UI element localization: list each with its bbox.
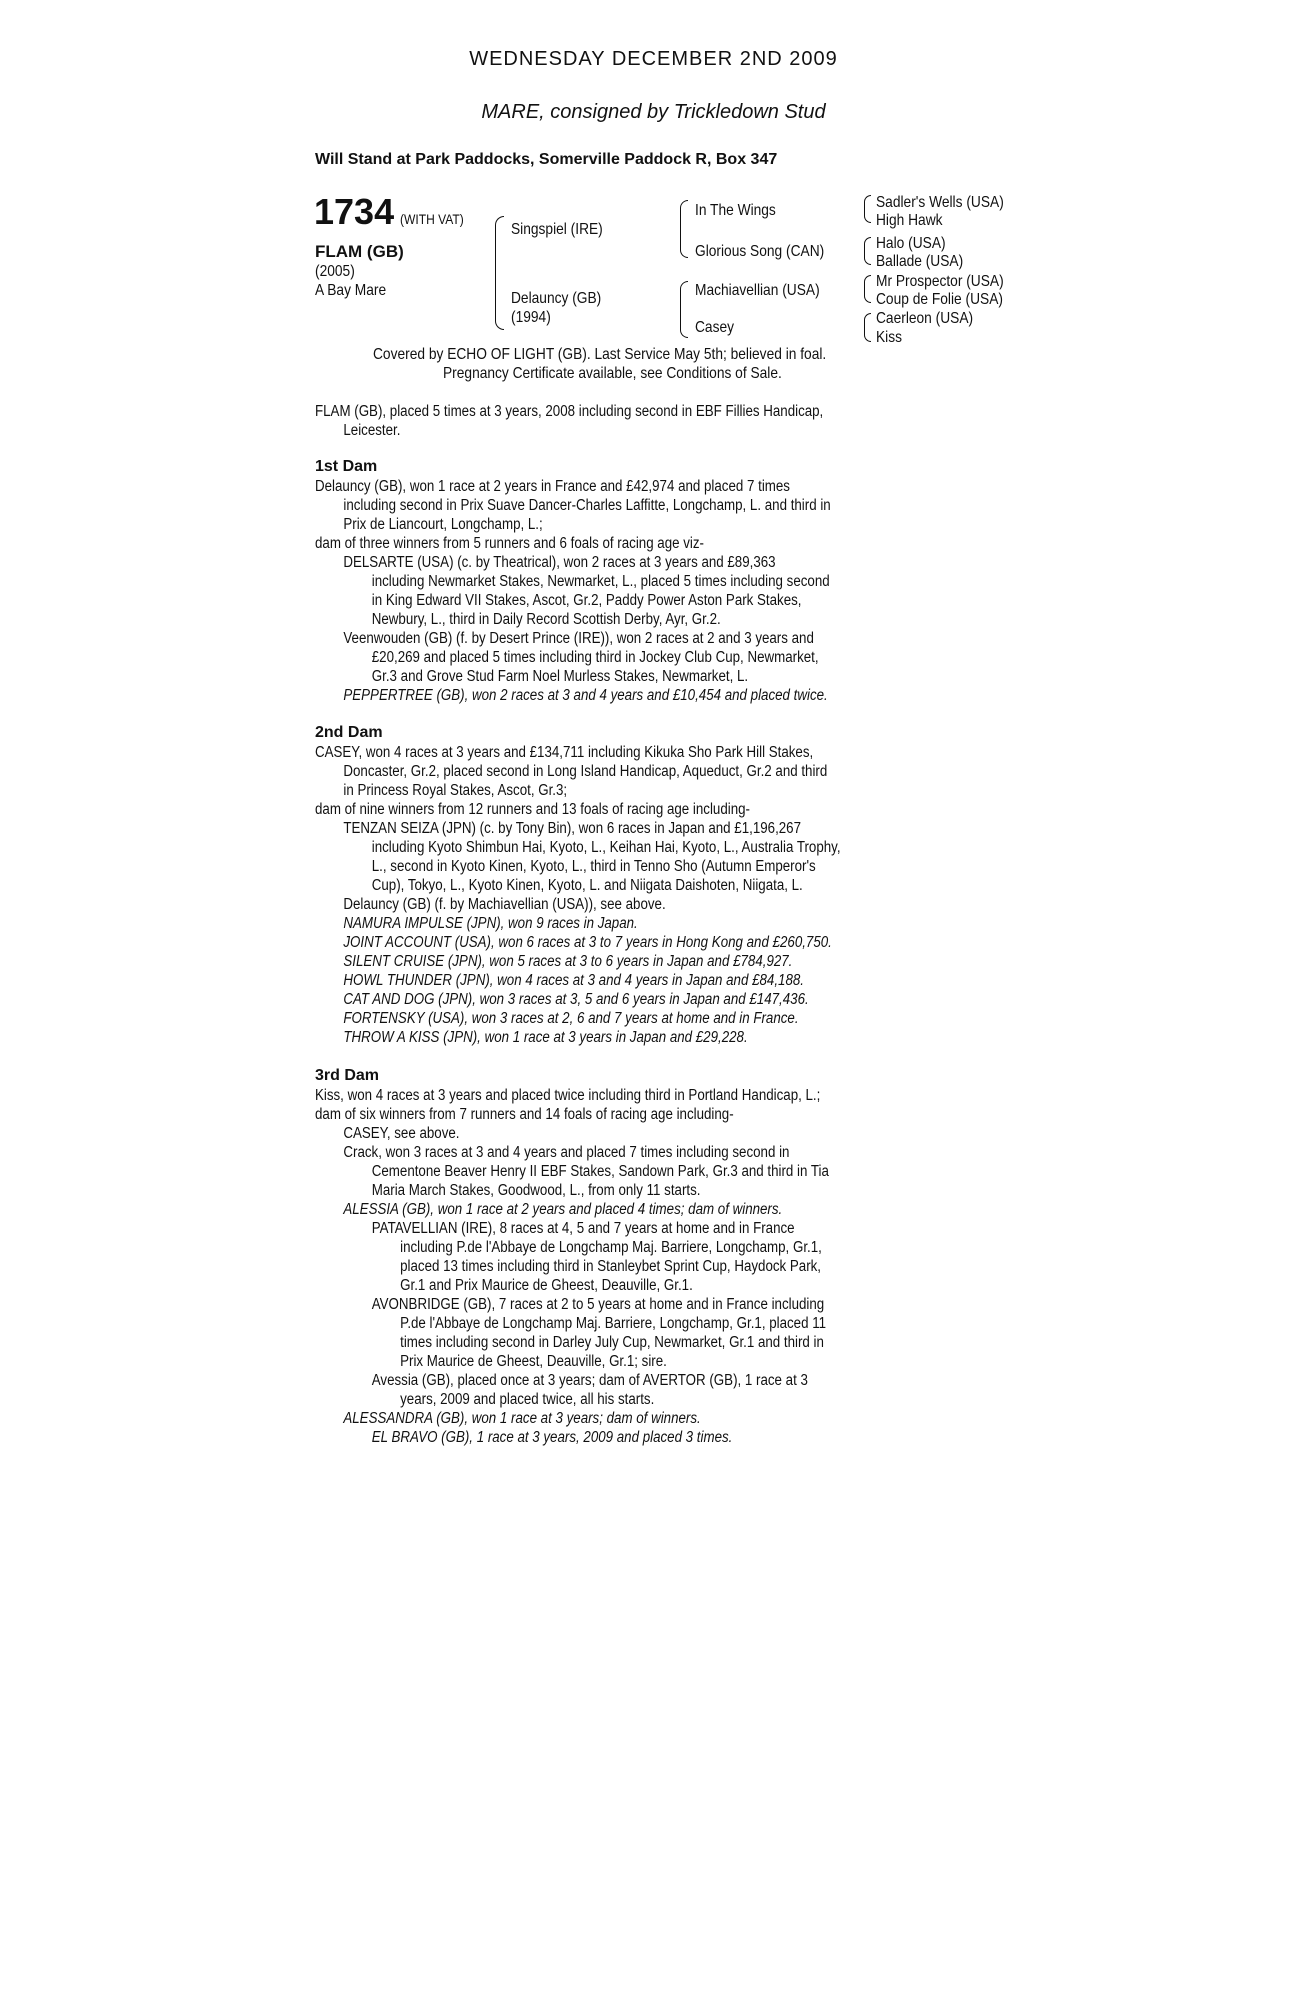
- pedigree-dss: Mr Prospector (USA): [876, 273, 1004, 290]
- pedigree-sds: Halo (USA): [876, 235, 946, 252]
- dam-line: Prix de Liancourt, Longchamp, L.;: [343, 516, 543, 533]
- dam-line: years, 2009 and placed twice, all his starts.: [400, 1391, 655, 1408]
- first-dam-heading: 1st Dam: [315, 458, 378, 475]
- dam-line: in Princess Royal Stakes, Ascot, Gr.3;: [343, 782, 568, 799]
- dam-line: including Kyoto Shimbun Hai, Kyoto, L., Keihan Hai, Kyoto, L., Australia Trophy,: [371, 839, 841, 856]
- dam-line: DELSARTE (USA) (c. by Theatrical), won 2 races at 3 years and £89,363: [343, 554, 776, 571]
- pedigree-dam-dam: Casey: [695, 319, 735, 336]
- second-dam-heading: 2nd Dam: [315, 724, 383, 741]
- dam-line: times including second in Darley July Cup, Newmarket, Gr.1 and third in: [400, 1334, 824, 1351]
- pedigree-brace-dam: [680, 281, 688, 338]
- lot-number: 1734: [314, 191, 395, 232]
- dam-line: HOWL THUNDER (JPN), won 4 races at 3 and 4 years in Japan and £84,188.: [343, 972, 804, 989]
- pedigree-brace-ss: [864, 195, 871, 223]
- intro-paragraph: [315, 402, 995, 440]
- dam-line: PATAVELLIAN (IRE), 8 races at 4, 5 and 7 years at home and in France: [371, 1220, 795, 1237]
- third-dam-heading: 3rd Dam: [315, 1067, 380, 1084]
- dam-line: JOINT ACCOUNT (USA), won 6 races at 3 to 7 years in Hong Kong and £260,750.: [343, 934, 832, 951]
- covered-line-2: Pregnancy Certificate available, see Conditions of Sale.: [443, 365, 782, 382]
- dam-line: including Newmarket Stakes, Newmarket, L., placed 5 times including second: [371, 573, 830, 590]
- pedigree-ddd: Kiss: [876, 329, 903, 346]
- dam-line: CASEY, won 4 races at 3 years and £134,711 including Kikuka Sho Park Hill Stakes,: [315, 744, 814, 761]
- dam-line: Cup), Tokyo, L., Kyoto Kinen, Kyoto, L. and Niigata Daishoten, Niigata, L.: [371, 877, 803, 894]
- dam-line: Delauncy (GB) (f. by Machiavellian (USA)), see above.: [343, 896, 666, 913]
- covered-line-1: Covered by ECHO OF LIGHT (GB). Last Service May 5th; believed in foal.: [373, 346, 827, 363]
- pedigree-brace-ds: [864, 275, 871, 303]
- dam-line: Prix Maurice de Gheest, Deauville, Gr.1; sire.: [400, 1353, 667, 1370]
- dam-line: in King Edward VII Stakes, Ascot, Gr.2, Paddy Power Aston Park Stakes,: [371, 592, 802, 609]
- dam-line: SILENT CRUISE (JPN), won 5 races at 3 to 6 years in Japan and £784,927.: [343, 953, 793, 970]
- dam-line: NAMURA IMPULSE (JPN), won 9 races in Japan.: [343, 915, 638, 932]
- pedigree-dds: Caerleon (USA): [876, 310, 974, 327]
- dam-line: Delauncy (GB), won 1 race at 2 years in France and £42,974 and placed 7 times: [315, 478, 790, 495]
- intro-line: FLAM (GB), placed 5 times at 3 years, 2008 including second in EBF Fillies Handicap,: [315, 403, 824, 420]
- dam-line: Maria March Stakes, Goodwood, L., from only 11 starts.: [371, 1182, 701, 1199]
- location-line: Will Stand at Park Paddocks, Somerville Paddock R, Box 347: [315, 151, 778, 168]
- second-dam-section: [315, 743, 995, 1047]
- dam-line: CASEY, see above.: [343, 1125, 460, 1142]
- dam-line: L., second in Kyoto Kinen, Kyoto, L., third in Tenno Sho (Autumn Emperor's: [371, 858, 816, 875]
- pedigree-brace-sd: [864, 237, 871, 265]
- dam-line: FORTENSKY (USA), won 3 races at 2, 6 and 7 years at home and in France.: [343, 1010, 799, 1027]
- intro-line: Leicester.: [343, 422, 401, 439]
- pedigree-sdd: Ballade (USA): [876, 253, 964, 270]
- consignor-line: MARE, consigned by Trickledown Stud: [481, 101, 826, 123]
- dam-line: THROW A KISS (JPN), won 1 race at 3 years in Japan and £29,228.: [343, 1029, 748, 1046]
- pedigree-brace-main: [495, 216, 504, 330]
- dam-line: TENZAN SEIZA (JPN) (c. by Tony Bin), won 6 races in Japan and £1,196,267: [343, 820, 802, 837]
- horse-year: (2005): [315, 263, 355, 280]
- pedigree-dam: Delauncy (GB): [511, 290, 602, 307]
- dam-line: Crack, won 3 races at 3 and 4 years and placed 7 times including second in: [343, 1144, 790, 1161]
- pedigree-dsd: Coup de Folie (USA): [876, 291, 1003, 308]
- vat-note: (WITH VAT): [400, 211, 464, 227]
- horse-name: FLAM (GB): [315, 242, 404, 261]
- pedigree-sire: Singspiel (IRE): [511, 221, 603, 238]
- pedigree-sss: Sadler's Wells (USA): [876, 194, 1004, 211]
- pedigree-dam-year: (1994): [511, 309, 551, 326]
- pedigree-brace-dd: [864, 313, 871, 342]
- dam-line: P.de l'Abbaye de Longchamp Maj. Barriere, Longchamp, Gr.1, placed 11: [400, 1315, 827, 1332]
- dam-line: dam of six winners from 7 runners and 14 foals of racing age including-: [315, 1106, 734, 1123]
- dam-line: Newbury, L., third in Daily Record Scottish Derby, Ayr, Gr.2.: [371, 611, 721, 628]
- dam-line: Avessia (GB), placed once at 3 years; dam of AVERTOR (GB), 1 race at 3: [371, 1372, 808, 1389]
- pedigree-sire-sire: In The Wings: [695, 202, 776, 219]
- dam-line: CAT AND DOG (JPN), won 3 races at 3, 5 and 6 years in Japan and £147,436.: [343, 991, 809, 1008]
- third-dam-section: [315, 1086, 995, 1447]
- pedigree-ssd: High Hawk: [876, 212, 943, 229]
- dam-line: Doncaster, Gr.2, placed second in Long Island Handicap, Aqueduct, Gr.2 and third: [343, 763, 828, 780]
- horse-description: A Bay Mare: [315, 282, 387, 299]
- pedigree-dam-sire: Machiavellian (USA): [695, 282, 820, 299]
- dam-line: including P.de l'Abbaye de Longchamp Maj. Barriere, Longchamp, Gr.1,: [400, 1239, 822, 1256]
- first-dam-section: [315, 477, 995, 705]
- dam-line: placed 13 times including third in Stanleybet Sprint Cup, Haydock Park,: [400, 1258, 822, 1275]
- dam-line: including second in Prix Suave Dancer-Charles Laffitte, Longchamp, L. and third in: [343, 497, 831, 514]
- sale-date: WEDNESDAY DECEMBER 2ND 2009: [469, 48, 838, 70]
- dam-line: ALESSIA (GB), won 1 race at 2 years and placed 4 times; dam of winners.: [343, 1201, 783, 1218]
- dam-line: ALESSANDRA (GB), won 1 race at 3 years; dam of winners.: [343, 1410, 701, 1427]
- dam-line: Kiss, won 4 races at 3 years and placed twice including third in Portland Handicap, L.;: [315, 1087, 821, 1104]
- dam-line: EL BRAVO (GB), 1 race at 3 years, 2009 and placed 3 times.: [371, 1429, 733, 1446]
- dam-line: Veenwouden (GB) (f. by Desert Prince (IRE)), won 2 races at 2 and 3 years and: [343, 630, 814, 647]
- dam-line: dam of nine winners from 12 runners and 13 foals of racing age including-: [315, 801, 750, 818]
- dam-line: Gr.1 and Prix Maurice de Gheest, Deauville, Gr.1.: [400, 1277, 693, 1294]
- pedigree-sire-dam: Glorious Song (CAN): [695, 243, 825, 260]
- dam-line: dam of three winners from 5 runners and 6 foals of racing age viz-: [315, 535, 704, 552]
- dam-line: Cementone Beaver Henry II EBF Stakes, Sandown Park, Gr.3 and third in Tia: [371, 1163, 829, 1180]
- dam-line: PEPPERTREE (GB), won 2 races at 3 and 4 years and £10,454 and placed twice.: [343, 687, 828, 704]
- dam-line: £20,269 and placed 5 times including third in Jockey Club Cup, Newmarket,: [371, 649, 819, 666]
- pedigree-brace-sire: [680, 200, 688, 258]
- dam-line: Gr.3 and Grove Stud Farm Noel Murless Stakes, Newmarket, L.: [371, 668, 749, 685]
- dam-line: AVONBRIDGE (GB), 7 races at 2 to 5 years at home and in France including: [371, 1296, 825, 1313]
